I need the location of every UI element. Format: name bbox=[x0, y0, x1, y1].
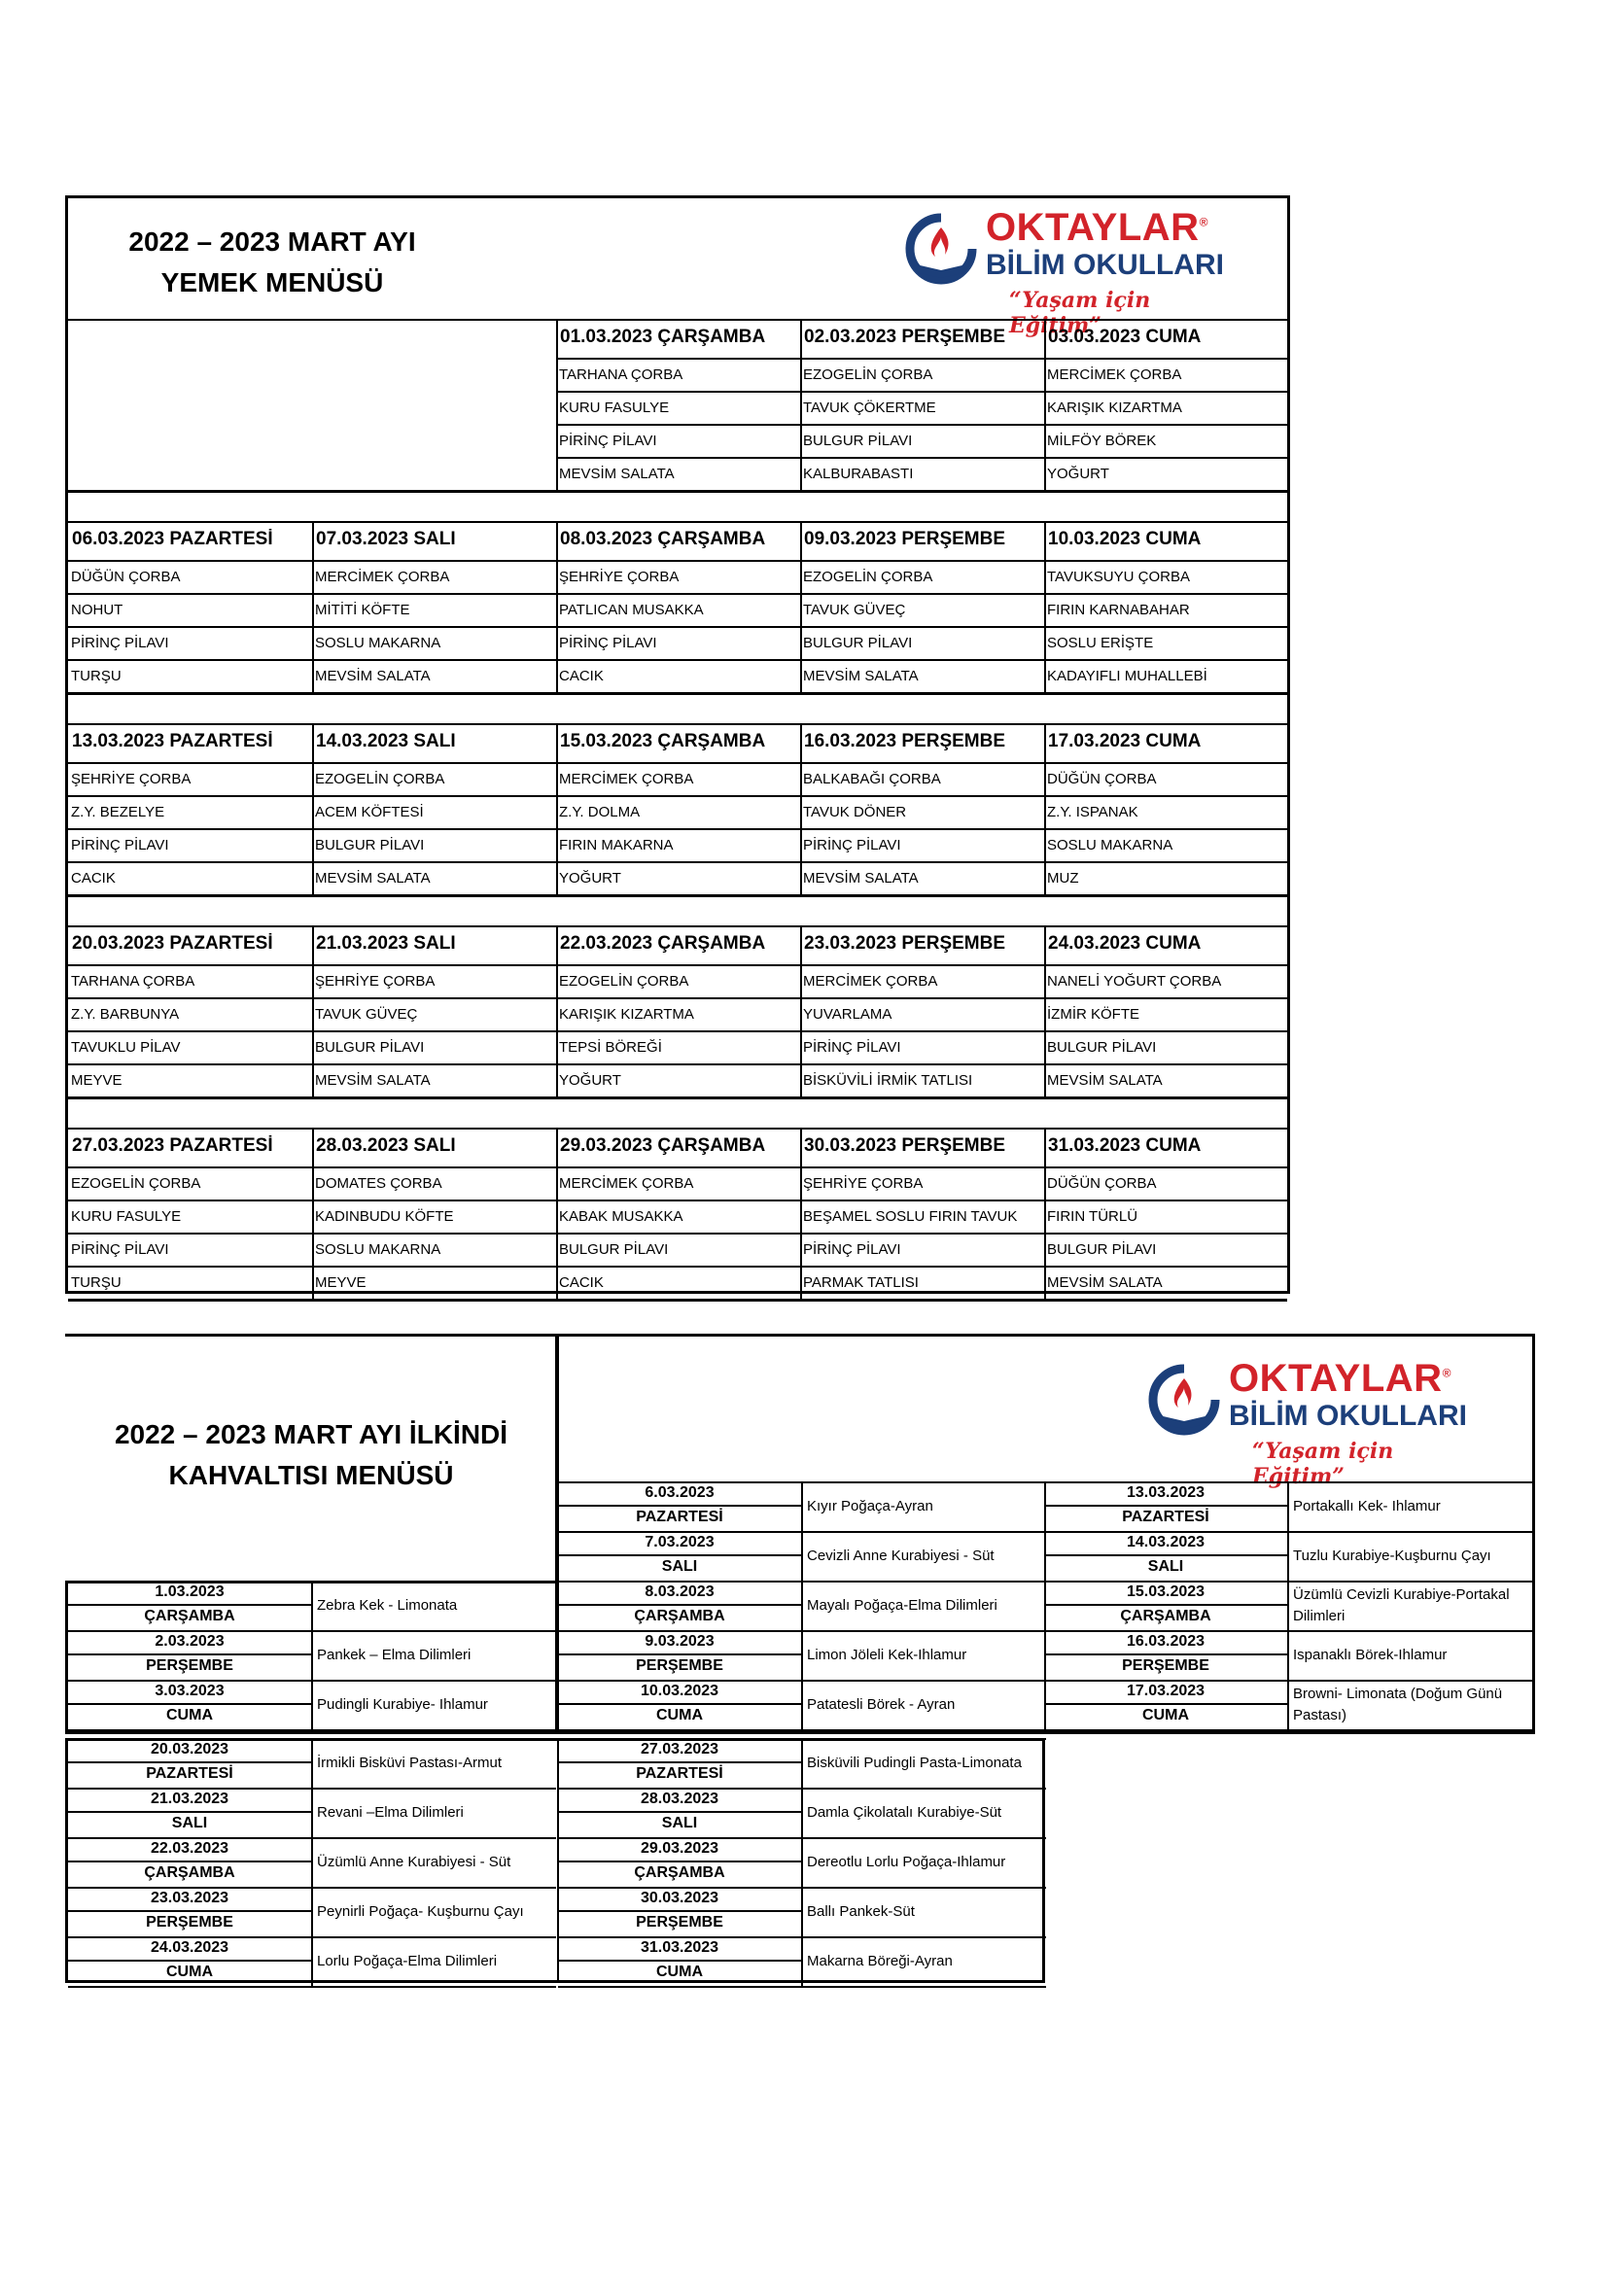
menu-item: BİSKÜVİLİ İRMİK TATLISI bbox=[803, 1072, 973, 1089]
col-rule bbox=[801, 1482, 803, 1730]
row-rule bbox=[68, 925, 1287, 927]
menu-item: TAVUKLU PİLAV bbox=[71, 1039, 181, 1056]
menu-item: EZOGELİN ÇORBA bbox=[315, 771, 445, 787]
lunch-menu-table bbox=[65, 195, 1290, 1294]
menu-item: PİRİNÇ PİLAVI bbox=[71, 635, 169, 651]
snack-date: 8.03.2023 bbox=[558, 1582, 801, 1606]
row-rule bbox=[556, 424, 1287, 426]
snack-item: Makarna Böreği-Ayran bbox=[807, 1953, 953, 1969]
menu-item: KURU FASULYE bbox=[559, 400, 670, 416]
menu-item: KADAYIFLI MUHALLEBİ bbox=[1047, 668, 1207, 684]
menu-item: KURU FASULYE bbox=[71, 1208, 182, 1225]
snack-item: Damla Çikolatalı Kurabiye-Süt bbox=[807, 1804, 1002, 1821]
logo-slogan: “Yaşam için Eğitim” bbox=[1252, 1439, 1394, 1489]
row-rule bbox=[68, 1096, 1287, 1099]
menu-item: BEŞAMEL SOSLU FIRIN TAVUK bbox=[803, 1208, 1018, 1225]
snack-day: PAZARTESİ bbox=[636, 1509, 723, 1525]
snack-day: SALI bbox=[171, 1815, 208, 1831]
snack-day: PAZARTESİ bbox=[146, 1765, 233, 1782]
snack-date: 10.03.2023 bbox=[558, 1681, 801, 1705]
menu-item: PİRİNÇ PİLAVI bbox=[803, 837, 901, 853]
snack-day: ÇARŞAMBA bbox=[144, 1864, 235, 1881]
snack-day: SALI bbox=[661, 1815, 698, 1831]
snack-date: 6.03.2023 bbox=[558, 1482, 801, 1507]
snack-date: 17.03.2023 bbox=[1044, 1681, 1287, 1705]
menu-item: PİRİNÇ PİLAVI bbox=[803, 1241, 901, 1258]
row-rule bbox=[68, 659, 1287, 661]
row-rule bbox=[68, 1299, 1287, 1302]
menu-item: SOSLU MAKARNA bbox=[315, 1241, 441, 1258]
row-rule bbox=[558, 1481, 1046, 1483]
menu-item: Z.Y. DOLMA bbox=[559, 804, 641, 820]
menu-item: BULGUR PİLAVI bbox=[559, 1241, 669, 1258]
snack-item: Cevizli Anne Kurabiyesi - Süt bbox=[807, 1548, 995, 1564]
snack-day: ÇARŞAMBA bbox=[634, 1608, 725, 1624]
row-rule bbox=[68, 593, 1287, 595]
logo-brand: OKTAYLAR® bbox=[1229, 1357, 1451, 1400]
menu-item: PİRİNÇ PİLAVI bbox=[803, 1039, 901, 1056]
snack-item: Peynirli Poğaça- Kuşburnu Çayı bbox=[317, 1903, 524, 1920]
row-rule bbox=[68, 319, 1287, 321]
snack-item: Limon Jöleli Kek-Ihlamur bbox=[807, 1647, 967, 1663]
snack-day: ÇARŞAMBA bbox=[1120, 1608, 1211, 1624]
snack-date: 24.03.2023 bbox=[68, 1937, 311, 1962]
menu-item: BULGUR PİLAVI bbox=[315, 1039, 425, 1056]
snack-date: 9.03.2023 bbox=[558, 1631, 801, 1655]
book-flame-icon bbox=[902, 212, 980, 290]
snack-day: ÇARŞAMBA bbox=[634, 1864, 725, 1881]
snack-date: 20.03.2023 bbox=[68, 1739, 311, 1763]
row-rule bbox=[68, 861, 1287, 863]
menu-item: MEVSİM SALATA bbox=[803, 870, 919, 887]
menu-item: TAVUKSUYU ÇORBA bbox=[1047, 569, 1190, 585]
menu-item: TAVUK DÖNER bbox=[803, 804, 907, 820]
row-rule bbox=[68, 560, 1287, 562]
menu-item: Z.Y. BARBUNYA bbox=[71, 1006, 180, 1023]
snack-day: PERŞEMBE bbox=[146, 1657, 233, 1674]
day-header: 03.03.2023 CUMA bbox=[1048, 327, 1202, 347]
snack-day: CUMA bbox=[166, 1707, 213, 1723]
row-rule bbox=[558, 1738, 1046, 1740]
menu-item: YOĞURT bbox=[559, 870, 621, 887]
day-header: 31.03.2023 CUMA bbox=[1048, 1135, 1202, 1156]
snack-item: Ispanaklı Börek-Ihlamur bbox=[1293, 1647, 1448, 1663]
menu-item: MEVSİM SALATA bbox=[1047, 1274, 1163, 1291]
menu-item: KARIŞIK KIZARTMA bbox=[559, 1006, 694, 1023]
day-header: 09.03.2023 PERŞEMBE bbox=[804, 529, 1006, 549]
snack-day: CUMA bbox=[656, 1964, 703, 1980]
logo-subtitle: BİLİM OKULLARI bbox=[1229, 1400, 1467, 1432]
col-rule bbox=[311, 1739, 313, 1987]
menu-item: MEVSİM SALATA bbox=[803, 668, 919, 684]
snack-item: Revani –Elma Dilimleri bbox=[317, 1804, 464, 1821]
menu-item: TURŞU bbox=[71, 668, 122, 684]
menu-item: BULGUR PİLAVI bbox=[1047, 1241, 1157, 1258]
menu-item: YOĞURT bbox=[559, 1072, 621, 1089]
snack-date: 1.03.2023 bbox=[68, 1582, 311, 1606]
row-rule bbox=[68, 997, 1287, 999]
snack-item: Portakallı Kek- Ihlamur bbox=[1293, 1498, 1441, 1514]
menu-item: KARIŞIK KIZARTMA bbox=[1047, 400, 1182, 416]
snack-date: 27.03.2023 bbox=[558, 1739, 801, 1763]
snack-date: 16.03.2023 bbox=[1044, 1631, 1287, 1655]
menu-item: MEYVE bbox=[315, 1274, 367, 1291]
day-header: 01.03.2023 ÇARŞAMBA bbox=[560, 327, 766, 347]
snack-date: 22.03.2023 bbox=[68, 1838, 311, 1862]
snack-date: 14.03.2023 bbox=[1044, 1532, 1287, 1556]
day-header: 02.03.2023 PERŞEMBE bbox=[804, 327, 1006, 347]
snack-day: PERŞEMBE bbox=[1122, 1657, 1209, 1674]
row-rule bbox=[68, 521, 1287, 523]
menu-item: DÜĞÜN ÇORBA bbox=[1047, 1175, 1157, 1192]
snack-item: Tuzlu Kurabiye-Kuşburnu Çayı bbox=[1293, 1548, 1491, 1564]
menu-item: SOSLU MAKARNA bbox=[1047, 837, 1173, 853]
menu-item: MUZ bbox=[1047, 870, 1079, 887]
col-rule bbox=[801, 1739, 803, 1987]
snack-item: Kıyır Poğaça-Ayran bbox=[807, 1498, 933, 1514]
day-header: 20.03.2023 PAZARTESİ bbox=[72, 933, 273, 954]
menu-item: FIRIN MAKARNA bbox=[559, 837, 674, 853]
snack-day: PERŞEMBE bbox=[636, 1914, 723, 1931]
row-rule bbox=[68, 795, 1287, 797]
snack-top-rule bbox=[65, 1334, 559, 1338]
snack-day: CUMA bbox=[1142, 1707, 1189, 1723]
menu-item: MERCİMEK ÇORBA bbox=[559, 1175, 694, 1192]
snack-item: Bisküvili Pudingli Pasta-Limonata bbox=[807, 1755, 1022, 1771]
row-rule bbox=[68, 626, 1287, 628]
menu-item: Z.Y. ISPANAK bbox=[1047, 804, 1138, 820]
menu-item: Z.Y. BEZELYE bbox=[71, 804, 165, 820]
row-rule bbox=[68, 1581, 556, 1583]
snack-day: PERŞEMBE bbox=[636, 1657, 723, 1674]
menu-item: MEYVE bbox=[71, 1072, 122, 1089]
row-rule bbox=[68, 1200, 1287, 1201]
snack-date: 7.03.2023 bbox=[558, 1532, 801, 1556]
menu-item: İZMİR KÖFTE bbox=[1047, 1006, 1139, 1023]
day-header: 13.03.2023 PAZARTESİ bbox=[72, 731, 273, 751]
menu-item: DÜĞÜN ÇORBA bbox=[71, 569, 181, 585]
menu-item: PATLICAN MUSAKKA bbox=[559, 602, 704, 618]
menu-item: FIRIN TÜRLÜ bbox=[1047, 1208, 1138, 1225]
menu-item: MERCİMEK ÇORBA bbox=[315, 569, 450, 585]
day-header: 22.03.2023 ÇARŞAMBA bbox=[560, 933, 766, 954]
snack-date: 29.03.2023 bbox=[558, 1838, 801, 1862]
snack-item: Mayalı Poğaça-Elma Dilimleri bbox=[807, 1597, 997, 1614]
row-rule bbox=[68, 1030, 1287, 1032]
menu-item: KALBURABASTI bbox=[803, 466, 914, 482]
menu-item: BULGUR PİLAVI bbox=[1047, 1039, 1157, 1056]
menu-item: CACIK bbox=[71, 870, 116, 887]
snack-day: SALI bbox=[1147, 1558, 1184, 1575]
menu-item: ŞEHRİYE ÇORBA bbox=[803, 1175, 924, 1192]
menu-item: ŞEHRİYE ÇORBA bbox=[71, 771, 192, 787]
day-header: 06.03.2023 PAZARTESİ bbox=[72, 529, 273, 549]
snack-day: PERŞEMBE bbox=[146, 1914, 233, 1931]
menu-item: TURŞU bbox=[71, 1274, 122, 1291]
snack-day: PAZARTESİ bbox=[1122, 1509, 1209, 1525]
day-header: 14.03.2023 SALI bbox=[316, 731, 456, 751]
logo-slogan: “Yaşam için Eğitim” bbox=[1009, 288, 1151, 338]
snack-date: 2.03.2023 bbox=[68, 1631, 311, 1655]
day-header: 30.03.2023 PERŞEMBE bbox=[804, 1135, 1006, 1156]
menu-item: MİTİTİ KÖFTE bbox=[315, 602, 410, 618]
snack-date: 28.03.2023 bbox=[558, 1789, 801, 1813]
menu-item: MEVSİM SALATA bbox=[1047, 1072, 1163, 1089]
snack-item: İrmikli Bisküvi Pastası-Armut bbox=[317, 1755, 503, 1771]
row-rule bbox=[68, 1166, 1287, 1168]
row-rule bbox=[68, 762, 1287, 764]
day-header: 10.03.2023 CUMA bbox=[1048, 529, 1202, 549]
menu-item: TARHANA ÇORBA bbox=[559, 366, 683, 383]
day-header: 07.03.2023 SALI bbox=[316, 529, 456, 549]
lunch-menu-title: 2022 – 2023 MART AYI YEMEK MENÜSÜ bbox=[128, 226, 416, 297]
menu-item: CACIK bbox=[559, 668, 604, 684]
menu-item: MEVSİM SALATA bbox=[559, 466, 675, 482]
menu-item: EZOGELİN ÇORBA bbox=[803, 569, 933, 585]
menu-item: BULGUR PİLAVI bbox=[803, 635, 913, 651]
day-header: 28.03.2023 SALI bbox=[316, 1135, 456, 1156]
day-header: 17.03.2023 CUMA bbox=[1048, 731, 1202, 751]
menu-item: SOSLU MAKARNA bbox=[315, 635, 441, 651]
snack-item: Pudingli Kurabiye- Ihlamur bbox=[317, 1696, 488, 1713]
snack-day: ÇARŞAMBA bbox=[144, 1608, 235, 1624]
snack-item: Ballı Pankek-Süt bbox=[807, 1903, 915, 1920]
row-rule bbox=[68, 1063, 1287, 1065]
logo-subtitle: BİLİM OKULLARI bbox=[986, 249, 1224, 281]
snack-menu-title: 2022 – 2023 MART AYI İLKİNDİ KAHVALTISI MENÜSÜ bbox=[114, 1419, 508, 1490]
row-rule bbox=[68, 1738, 556, 1740]
menu-item: MERCİMEK ÇORBA bbox=[803, 973, 938, 990]
menu-item: ŞEHRİYE ÇORBA bbox=[315, 973, 436, 990]
row-rule bbox=[68, 894, 1287, 897]
snack-item: Patatesli Börek - Ayran bbox=[807, 1696, 956, 1713]
row-rule bbox=[68, 1266, 1287, 1268]
row-rule bbox=[556, 457, 1287, 459]
snack-item: Dereotlu Lorlu Poğaça-Ihlamur bbox=[807, 1854, 1006, 1870]
menu-item: KADINBUDU KÖFTE bbox=[315, 1208, 454, 1225]
row-rule bbox=[68, 490, 1287, 493]
snack-item: Browni- Limonata (Doğum Günü Pastası) bbox=[1293, 1686, 1503, 1723]
day-header: 23.03.2023 PERŞEMBE bbox=[804, 933, 1006, 954]
menu-item: PARMAK TATLISI bbox=[803, 1274, 919, 1291]
menu-item: SOSLU ERİŞTE bbox=[1047, 635, 1154, 651]
menu-item: YUVARLAMA bbox=[803, 1006, 892, 1023]
menu-item: BALKABAĞI ÇORBA bbox=[803, 771, 941, 787]
menu-item: CACIK bbox=[559, 1274, 604, 1291]
row-rule bbox=[68, 1128, 1287, 1130]
row-rule bbox=[68, 828, 1287, 830]
menu-item: KABAK MUSAKKA bbox=[559, 1208, 683, 1225]
menu-item: TAVUK GÜVEÇ bbox=[315, 1006, 418, 1023]
menu-item: TARHANA ÇORBA bbox=[71, 973, 195, 990]
menu-item: EZOGELİN ÇORBA bbox=[71, 1175, 201, 1192]
menu-item: PİRİNÇ PİLAVI bbox=[71, 837, 169, 853]
menu-item: PİRİNÇ PİLAVI bbox=[559, 433, 657, 449]
menu-item: ACEM KÖFTESİ bbox=[315, 804, 424, 820]
day-header: 15.03.2023 ÇARŞAMBA bbox=[560, 731, 766, 751]
snack-date: 15.03.2023 bbox=[1044, 1582, 1287, 1606]
menu-item: YOĞURT bbox=[1047, 466, 1109, 482]
row-rule bbox=[68, 692, 1287, 695]
menu-item: EZOGELİN ÇORBA bbox=[559, 973, 689, 990]
snack-item: Lorlu Poğaça-Elma Dilimleri bbox=[317, 1953, 498, 1969]
row-rule bbox=[556, 391, 1287, 393]
menu-item: MERCİMEK ÇORBA bbox=[1047, 366, 1182, 383]
day-header: 24.03.2023 CUMA bbox=[1048, 933, 1202, 954]
menu-item: TAVUK ÇÖKERTME bbox=[803, 400, 936, 416]
row-rule bbox=[68, 1233, 1287, 1235]
snack-item: Zebra Kek - Limonata bbox=[317, 1597, 458, 1614]
snack-date: 21.03.2023 bbox=[68, 1789, 311, 1813]
snack-date: 3.03.2023 bbox=[68, 1681, 311, 1705]
row-rule bbox=[68, 964, 1287, 966]
menu-item: NANELİ YOĞURT ÇORBA bbox=[1047, 973, 1222, 990]
snack-date: 23.03.2023 bbox=[68, 1888, 311, 1912]
menu-item: ŞEHRİYE ÇORBA bbox=[559, 569, 680, 585]
menu-item: MEVSİM SALATA bbox=[315, 668, 431, 684]
menu-item: EZOGELİN ÇORBA bbox=[803, 366, 933, 383]
menu-item: PİRİNÇ PİLAVI bbox=[71, 1241, 169, 1258]
col-rule bbox=[1044, 1482, 1046, 1733]
row-rule bbox=[556, 358, 1287, 360]
menu-item: BULGUR PİLAVI bbox=[803, 433, 913, 449]
menu-item: DOMATES ÇORBA bbox=[315, 1175, 442, 1192]
snack-day: PAZARTESİ bbox=[636, 1765, 723, 1782]
menu-item: TEPSİ BÖREĞİ bbox=[559, 1039, 662, 1056]
menu-item: TAVUK GÜVEÇ bbox=[803, 602, 906, 618]
menu-item: MİLFÖY BÖREK bbox=[1047, 433, 1157, 449]
menu-item: MEVSİM SALATA bbox=[315, 870, 431, 887]
snack-day: CUMA bbox=[166, 1964, 213, 1980]
menu-item: MEVSİM SALATA bbox=[315, 1072, 431, 1089]
snack-day: SALI bbox=[661, 1558, 698, 1575]
day-header: 08.03.2023 ÇARŞAMBA bbox=[560, 529, 766, 549]
menu-item: PİRİNÇ PİLAVI bbox=[559, 635, 657, 651]
snack-date: 31.03.2023 bbox=[558, 1937, 801, 1962]
menu-item: BULGUR PİLAVI bbox=[315, 837, 425, 853]
menu-item: DÜĞÜN ÇORBA bbox=[1047, 771, 1157, 787]
menu-item: NOHUT bbox=[71, 602, 123, 618]
col-rule bbox=[1287, 1482, 1289, 1730]
col-rule bbox=[311, 1582, 313, 1730]
col-rule bbox=[557, 1738, 559, 1983]
menu-item: MERCİMEK ÇORBA bbox=[559, 771, 694, 787]
menu-item: FIRIN KARNABAHAR bbox=[1047, 602, 1190, 618]
snack-item: Üzümlü Cevizli Kurabiye-Portakal Dilimleri bbox=[1293, 1586, 1510, 1624]
snack-date: 30.03.2023 bbox=[558, 1888, 801, 1912]
day-header: 21.03.2023 SALI bbox=[316, 933, 456, 954]
day-header: 16.03.2023 PERŞEMBE bbox=[804, 731, 1006, 751]
day-header: 29.03.2023 ÇARŞAMBA bbox=[560, 1135, 766, 1156]
snack-date: 13.03.2023 bbox=[1044, 1482, 1287, 1507]
day-header: 27.03.2023 PAZARTESİ bbox=[72, 1135, 273, 1156]
col-rule bbox=[557, 1334, 559, 1734]
row-rule bbox=[68, 723, 1287, 725]
snack-item: Pankek – Elma Dilimleri bbox=[317, 1647, 472, 1663]
snack-day: CUMA bbox=[656, 1707, 703, 1723]
snack-item: Üzümlü Anne Kurabiyesi - Süt bbox=[317, 1854, 511, 1870]
row-rule bbox=[1044, 1481, 1532, 1483]
logo-brand: OKTAYLAR® bbox=[986, 206, 1208, 249]
